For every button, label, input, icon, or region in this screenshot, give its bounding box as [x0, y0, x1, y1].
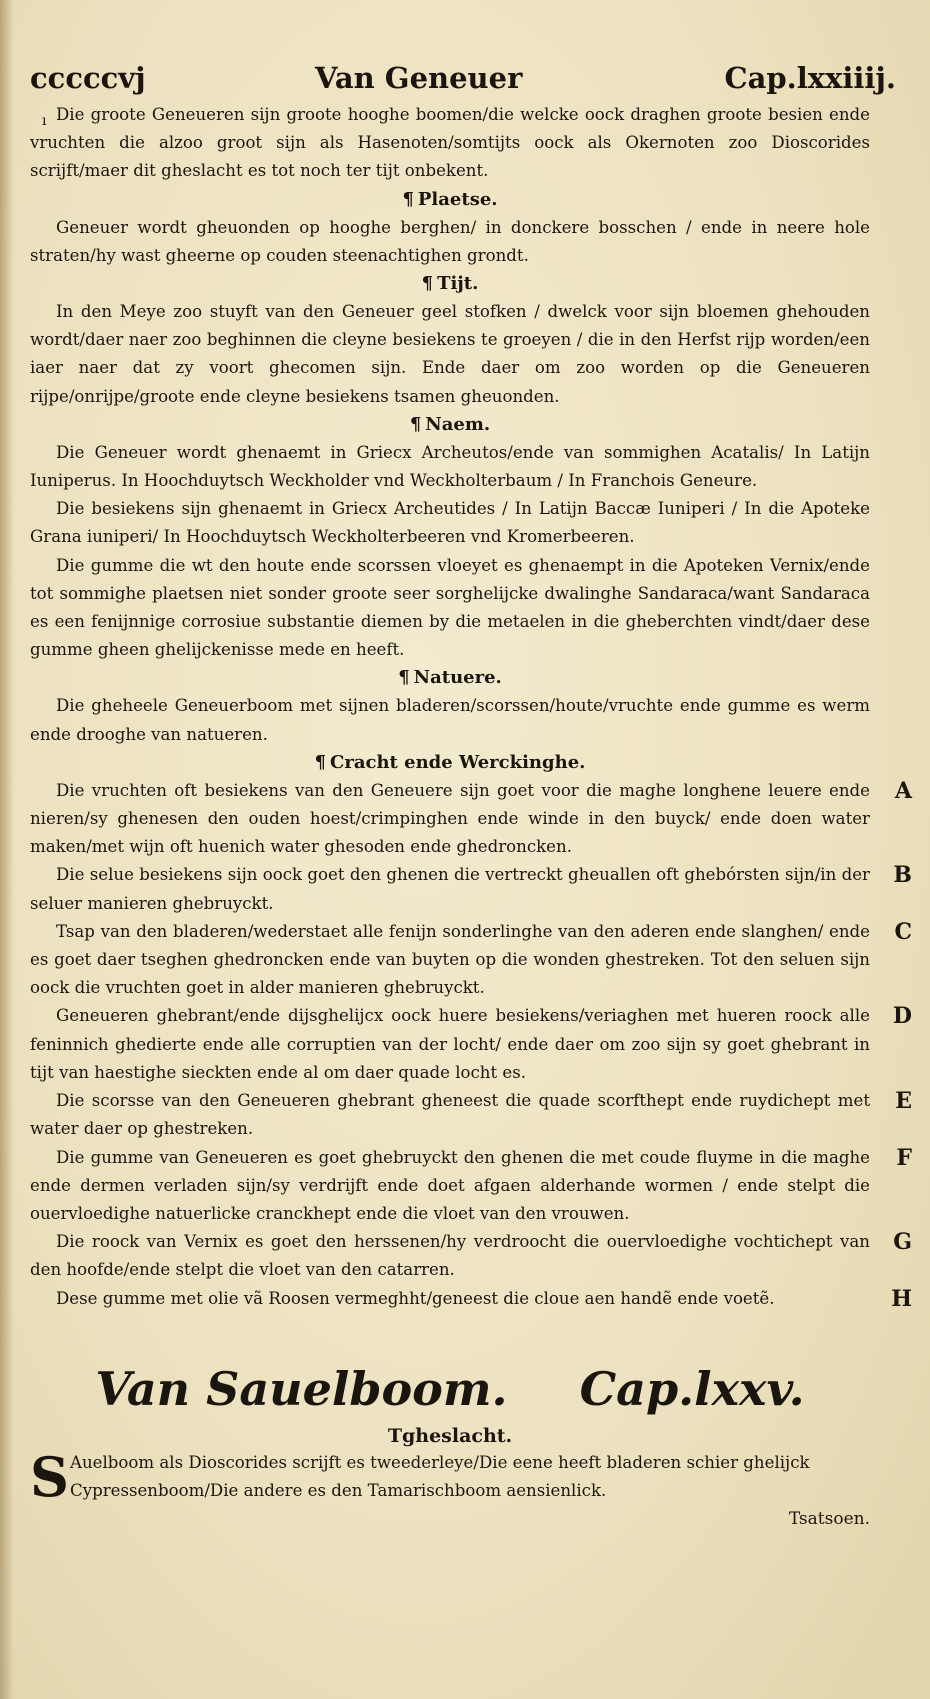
section-heading: ¶ Tijt.: [421, 273, 479, 295]
paragraph-text: Die scorsse van den Geneueren ghebrant gheneest die quade scorfthept ende ruydichept met water daer op ghestreken.: [30, 1091, 870, 1139]
paragraph-text: Die roock van Vernix es goet den herssenen/hy verdroocht die ouervloedighe vochtichept van den hoofde/ende stelpt die vloet van den catarren.: [30, 1232, 870, 1280]
paragraph: [30, 777, 912, 862]
paragraph: [30, 918, 912, 1003]
catchword: Tsatsoen.: [788, 1509, 870, 1530]
drop-capital: S: [30, 1444, 69, 1509]
paragraph: [30, 1228, 912, 1284]
paragraph: [30, 1002, 912, 1087]
paragraph: [30, 1087, 912, 1143]
paragraph: [30, 214, 870, 270]
pilcrow-icon: ¶: [409, 413, 422, 435]
next-chapter-title: [30, 1359, 870, 1419]
paragraph-text: Tsap van den bladeren/wederstaet alle fenijn sonderlinghe van den aderen ende slanghen/ ende es goet daer tseghen ghedroncken ende van buyten op die wonden ghestreken. Tot den seluen sijn oock die vruchten goet in alder manieren ghebruyckt.: [30, 921, 870, 998]
next-chapter-paragraph: [30, 1444, 870, 1509]
margin-letter: C: [894, 918, 912, 945]
paragraph: [30, 101, 870, 186]
paragraph-text: Die groote Geneueren sijn groote hooghe boomen/die welcke oock draghen groote besien ende vruchten die alzoo groot sijn als Hasenoten/somtijts oock als Okernoten zoo Dioscorides scrijft/maer dit gheslacht es tot noch ter tijt onbekent.: [30, 105, 870, 181]
paragraph-text: Die vruchten oft besiekens van den Geneuere sijn goet voor die maghe longhene leuere ende nieren/sy ghenesen den ouden hoest/crimpinghen ende winde in den buyck/ ende doen water maken/met wijn oft huenich water ghesoden ende ghedroncken.: [30, 780, 870, 857]
paragraph: [30, 439, 870, 495]
next-chapter-subheading: Tgheslacht.: [387, 1424, 513, 1447]
chapter-body: [30, 101, 912, 1313]
paragraph: [30, 861, 912, 917]
paragraph: [30, 298, 870, 411]
paragraph-text: Geneuer wordt gheuonden op hooghe berghen/ in donckere bosschen / ende in neere hole straten/hy wast gheerne op couden steenachtighen grondt.: [30, 217, 870, 265]
margin-letter: F: [896, 1144, 912, 1171]
paragraph-text: Die gheheele Geneuerboom met sijnen bladeren/scorssen/houte/vruchte ende gumme es werm ende drooghe van natueren.: [30, 696, 870, 744]
section-heading: ¶ Cracht ende Werckinghe.: [314, 751, 586, 773]
margin-mark: ı: [42, 113, 47, 129]
paragraph: [30, 552, 870, 665]
paragraph: [30, 1144, 912, 1229]
pilcrow-icon: ¶: [398, 667, 410, 689]
margin-letter: H: [891, 1285, 912, 1312]
pilcrow-icon: ¶: [314, 751, 327, 773]
section-heading: ¶ Natuere.: [398, 667, 502, 689]
margin-letter: A: [894, 777, 912, 804]
paragraph-text: Auelboom als Dioscorides scrijft es tweederleye/Die eene heeft bladeren schier ghelijck Cypressenboom/Die andere es den Tamarischboom aensienlick.: [70, 1452, 810, 1500]
next-chapter-number: Cap.lxxv.: [579, 1361, 805, 1416]
pilcrow-icon: ¶: [402, 188, 414, 210]
section-heading: ¶ Naem.: [409, 413, 491, 435]
paragraph-text: Die gumme van Geneueren es goet ghebruyckt den ghenen die met coude fluyme in die maghe ende dermen verladen sijn/sy verdrijft ende doet afgaen alderhande wormen / ende stelpt die ouervloedighe natuerlicke cranckhept ende die vloet van den vrouwen.: [30, 1147, 870, 1223]
running-header: [30, 55, 896, 101]
margin-letter: E: [895, 1088, 912, 1115]
running-title: Van Geneuer: [315, 61, 523, 95]
paragraph-text: Die gumme die wt den houte ende scorssen vloeyet es ghenaempt in die Apoteken Vernix/ende tot sommighe plaetsen niet sonder groote seer sorghelijcke dwalinghe Sandaraca/want Sandaraca es een fenijnnige corrosiue substantie diemen by die metaelen in die gheberchten vindt/daer dese gumme gheen ghelijckenisse mede en heeft.: [30, 555, 870, 660]
paragraph-text: Die selue besiekens sijn oock goet den ghenen die vertreckt gheuallen oft ghebórsten sijn/in der seluer manieren ghebruyckt.: [30, 865, 870, 913]
section-heading: ¶ Plaetse.: [402, 188, 498, 210]
paragraph-text: Dese gumme met olie vã Roosen vermeghht/geneest die cloue aen handẽ ende voetẽ.: [56, 1288, 775, 1308]
paragraph-text: Geneueren ghebrant/ende dijsghelijcx oock huere besiekens/veriaghen met hueren roock alle feninnich ghedierte ende alle corruptien van der locht/ ende daer om zoo sijn sy goet ghebrant in tijt van haestighe sieckten ende al om daer quade locht es.: [30, 1006, 870, 1082]
paragraph-text: Die Geneuer wordt ghenaemt in Griecx Archeutos/ende van sommighen Acatalis/ In Latijn Iuniperus. In Hoochduytsch Weckholder vnd Weckholterbaum / In Franchois Geneure.: [30, 442, 870, 491]
chapter-number: Cap.lxxiiij.: [724, 61, 896, 95]
paragraph-text: Die besiekens sijn ghenaemt in Griecx Archeutides / In Latijn Baccæ Iuniperi / In die Apoteke Grana iuniperi/ In Hoochduytsch Weckholterbeeren vnd Kromerbeeren.: [30, 499, 870, 547]
paragraph: [30, 495, 870, 551]
pilcrow-icon: ¶: [421, 273, 434, 295]
paragraph: [30, 692, 870, 748]
folio-number: cccccvj: [30, 61, 146, 95]
margin-letter: B: [893, 862, 912, 889]
paragraph: [30, 1285, 912, 1313]
next-chapter-name: Van Sauelboom.: [95, 1361, 508, 1416]
margin-letter: D: [892, 1003, 912, 1030]
paragraph-text: In den Meye zoo stuyft van den Geneuer geel stofken / dwelck voor sijn bloemen ghehouden wordt/daer naer zoo beghinnen die cleyne besiekens te groeyen / die in den Herfst rijp worden/een iaer naer dat zy voort ghecomen sijn. Ende daer om zoo worden op die Geneueren rijpe/onrijpe/groote ende cleyne besiekens tsamen gheuonden.: [30, 302, 870, 406]
margin-letter: G: [893, 1229, 912, 1256]
